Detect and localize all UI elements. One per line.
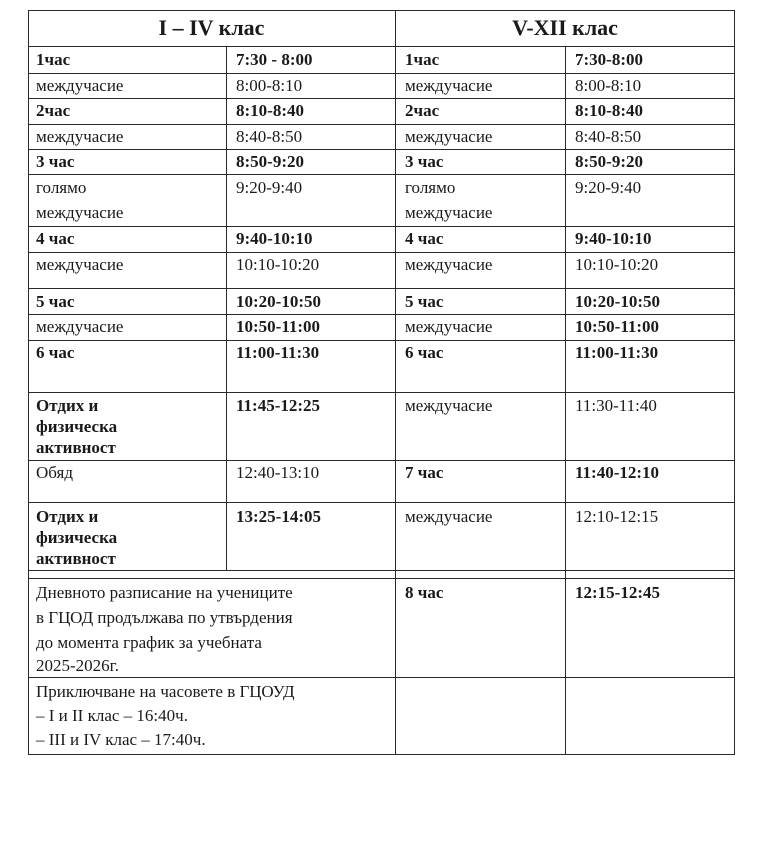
note-end-line2: – I и II клас – 16:40ч. (36, 706, 188, 725)
note-schedule-line1: Дневното разписание на учениците (36, 583, 293, 602)
column-divider (395, 10, 396, 755)
period-label: 3 час (405, 152, 444, 171)
lunch-time: 12:40-13:10 (236, 463, 320, 482)
column-divider (226, 46, 227, 571)
break-label: междучасие (405, 317, 493, 336)
period-label: 4 час (405, 229, 444, 248)
period-time: 12:15-12:45 (575, 583, 660, 602)
period-label: 4 час (36, 229, 75, 248)
period-time: 8:10-8:40 (236, 101, 304, 120)
break-time: 10:50-11:00 (575, 317, 660, 336)
column-divider (565, 46, 566, 755)
period-time: 10:20-10:50 (575, 292, 660, 311)
primary-grades-title: I – IV клас (158, 15, 265, 40)
break-label: междучасие (36, 317, 124, 336)
period-label: 3 час (36, 152, 75, 171)
period-time: 8:10-8:40 (575, 101, 643, 120)
period-time: 9:40-10:10 (575, 229, 652, 248)
activity-label-line2: физическа (36, 528, 118, 547)
period-time: 7:30 - 8:00 (236, 50, 313, 69)
long-break-label-line2: междучасие (36, 203, 124, 222)
period-time: 11:00-11:30 (236, 343, 320, 362)
period-label: 7 час (405, 463, 444, 482)
period-time: 11:00-11:30 (575, 343, 659, 362)
break-time: 10:50-11:00 (236, 317, 321, 336)
note-end-line1: Приключване на часовете в ГЦОУД (36, 682, 295, 701)
period-label: 6 час (405, 343, 444, 362)
activity-label-line3: активност (36, 438, 116, 457)
period-label: 6 час (36, 343, 75, 362)
table-border-right (734, 10, 735, 755)
break-time: 9:20-9:40 (575, 178, 642, 197)
break-label: междучасие (405, 76, 493, 95)
row-divider (28, 578, 735, 579)
break-label: междучасие (405, 507, 493, 526)
activity-label-line1: Отдих и (36, 507, 99, 526)
secondary-grades-title: V-XII клас (512, 15, 618, 40)
period-time: 7:30-8:00 (575, 50, 643, 69)
break-time: 10:10-10:20 (236, 255, 320, 274)
activity-label-line1: Отдих и (36, 396, 99, 415)
break-label: междучасие (405, 127, 493, 146)
break-label: междучасие (36, 255, 124, 274)
break-label: междучасие (405, 396, 493, 415)
period-label: 5 час (405, 292, 444, 311)
period-label: 5 час (36, 292, 75, 311)
period-time: 8:50-9:20 (575, 152, 643, 171)
long-break-label-line1: голямо (36, 178, 87, 197)
break-label: междучасие (36, 127, 124, 146)
activity-label-line3: активност (36, 549, 116, 568)
activity-label-line2: физическа (36, 417, 118, 436)
period-label: 1час (405, 50, 440, 69)
break-time: 10:10-10:20 (575, 255, 659, 274)
break-time: 8:00-8:10 (236, 76, 303, 95)
period-time: 11:40-12:10 (575, 463, 660, 482)
note-end-line3: – III и IV клас – 17:40ч. (36, 730, 206, 749)
lunch-label: Обяд (36, 463, 73, 482)
period-label: 2час (36, 101, 71, 120)
break-time: 8:40-8:50 (575, 127, 642, 146)
break-label: междучасие (405, 255, 493, 274)
row-divider (28, 677, 735, 678)
period-label: 2час (405, 101, 440, 120)
break-time: 8:00-8:10 (575, 76, 642, 95)
note-schedule-line3: до момента график за учебната (36, 633, 262, 652)
break-time: 9:20-9:40 (236, 178, 303, 197)
break-label: междучасие (36, 76, 124, 95)
period-time: 8:50-9:20 (236, 152, 304, 171)
note-schedule-line2: в ГЦОД продължава по утвърдения (36, 608, 293, 627)
period-label: 8 час (405, 583, 444, 602)
long-break-label-line2: междучасие (405, 203, 493, 222)
period-time: 10:20-10:50 (236, 292, 321, 311)
row-divider (28, 570, 735, 571)
period-time: 9:40-10:10 (236, 229, 313, 248)
table-border-top (28, 10, 735, 11)
activity-time: 13:25-14:05 (236, 507, 321, 526)
break-time: 11:30-11:40 (575, 396, 657, 415)
table-border-bottom (28, 754, 735, 755)
row-divider (28, 502, 735, 503)
period-label: 1час (36, 50, 71, 69)
activity-time: 11:45-12:25 (236, 396, 321, 415)
note-schedule-line4: 2025-2026г. (36, 656, 119, 675)
long-break-label-line1: голямо (405, 178, 456, 197)
break-time: 12:10-12:15 (575, 507, 659, 526)
table-border-left (28, 10, 29, 755)
schedule-table (28, 10, 735, 755)
break-time: 8:40-8:50 (236, 127, 303, 146)
